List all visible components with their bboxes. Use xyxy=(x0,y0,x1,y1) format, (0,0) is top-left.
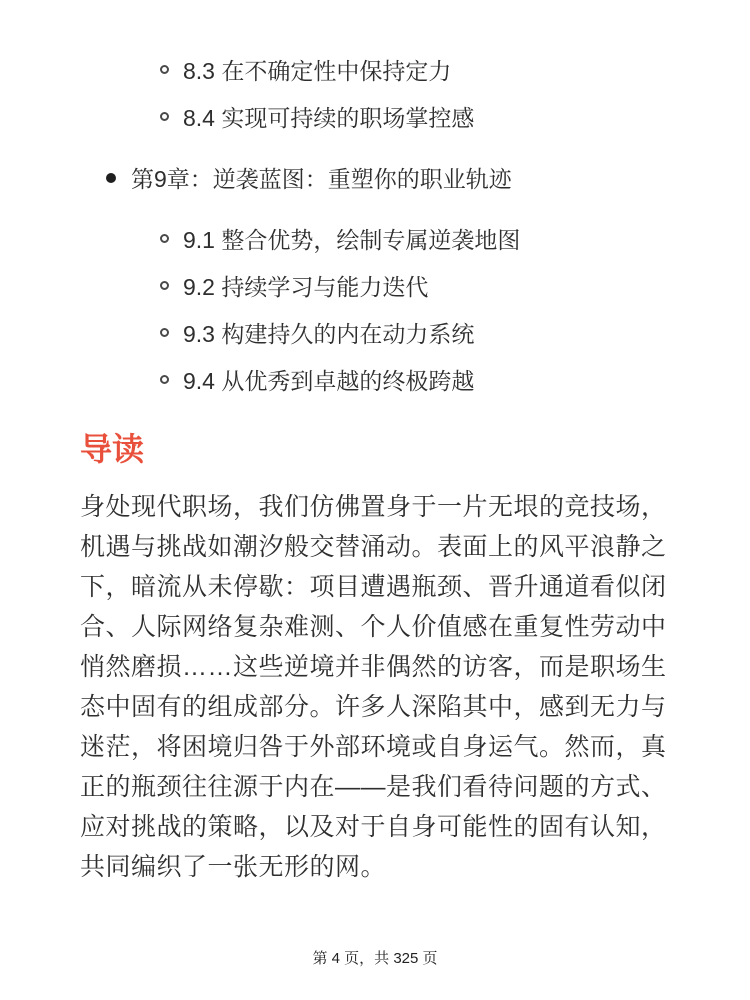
hollow-circle-bullet-icon xyxy=(160,328,169,337)
toc-subsection-item xyxy=(0,215,750,262)
toc-subsection-item xyxy=(0,46,750,93)
hollow-circle-bullet-icon xyxy=(160,375,169,384)
toc-chapter-label: 第9章：逆袭蓝图：重塑你的职业轨迹 xyxy=(131,166,512,192)
hollow-circle-bullet-icon xyxy=(160,112,169,121)
toc-subsection-label: 8.4 实现可持续的职场掌控感 xyxy=(183,105,475,131)
toc-pre-chapter-items xyxy=(0,46,750,140)
toc-subsection-label: 9.4 从优秀到卓越的终极跨越 xyxy=(183,368,475,394)
hollow-circle-bullet-icon xyxy=(160,281,169,290)
table-of-contents xyxy=(0,0,750,403)
toc-subsection-label: 9.2 持续学习与能力迭代 xyxy=(183,274,429,300)
hollow-circle-bullet-icon xyxy=(160,65,169,74)
toc-subsection-label: 9.1 整合优势，绘制专属逆袭地图 xyxy=(183,227,521,253)
toc-subsection-label: 9.3 构建持久的内在动力系统 xyxy=(183,321,475,347)
section-body-paragraph: 身处现代职场，我们仿佛置身于一片无垠的竞技场，机遇与挑战如潮汐般交替涌动。表面上的风平浪静之下，暗流从未停歇：项目遭遇瓶颈、晋升通道看似闭合、人际网络复杂难测、个人价值感在重复性劳动中悄然磨损……这些逆境并非偶然的访客，而是职场生态中固有的组成部分。许多人深陷其中，感到无力与迷茫，将困境归咎于外部环境或自身运气。然而，真正的瓶颈往往源于内在——是我们看待问题的方式、应对挑战的策略，以及对于自身可能性的固有认知，共同编织了一张无形的网。 xyxy=(80,493,667,881)
toc-subsection-item xyxy=(0,309,750,356)
toc-chapter-sub-items xyxy=(0,215,750,403)
toc-subsection-item xyxy=(0,356,750,403)
toc-subsection-label: 8.3 在不确定性中保持定力 xyxy=(183,58,452,84)
toc-chapter-item xyxy=(0,154,750,201)
page-number-indicator: 第 4 页，共 325 页 xyxy=(312,950,438,967)
hollow-circle-bullet-icon xyxy=(160,234,169,243)
section-heading: 导读 xyxy=(80,431,145,467)
toc-subsection-item xyxy=(0,93,750,140)
filled-disc-bullet-icon xyxy=(106,173,116,183)
toc-subsection-item xyxy=(0,262,750,309)
